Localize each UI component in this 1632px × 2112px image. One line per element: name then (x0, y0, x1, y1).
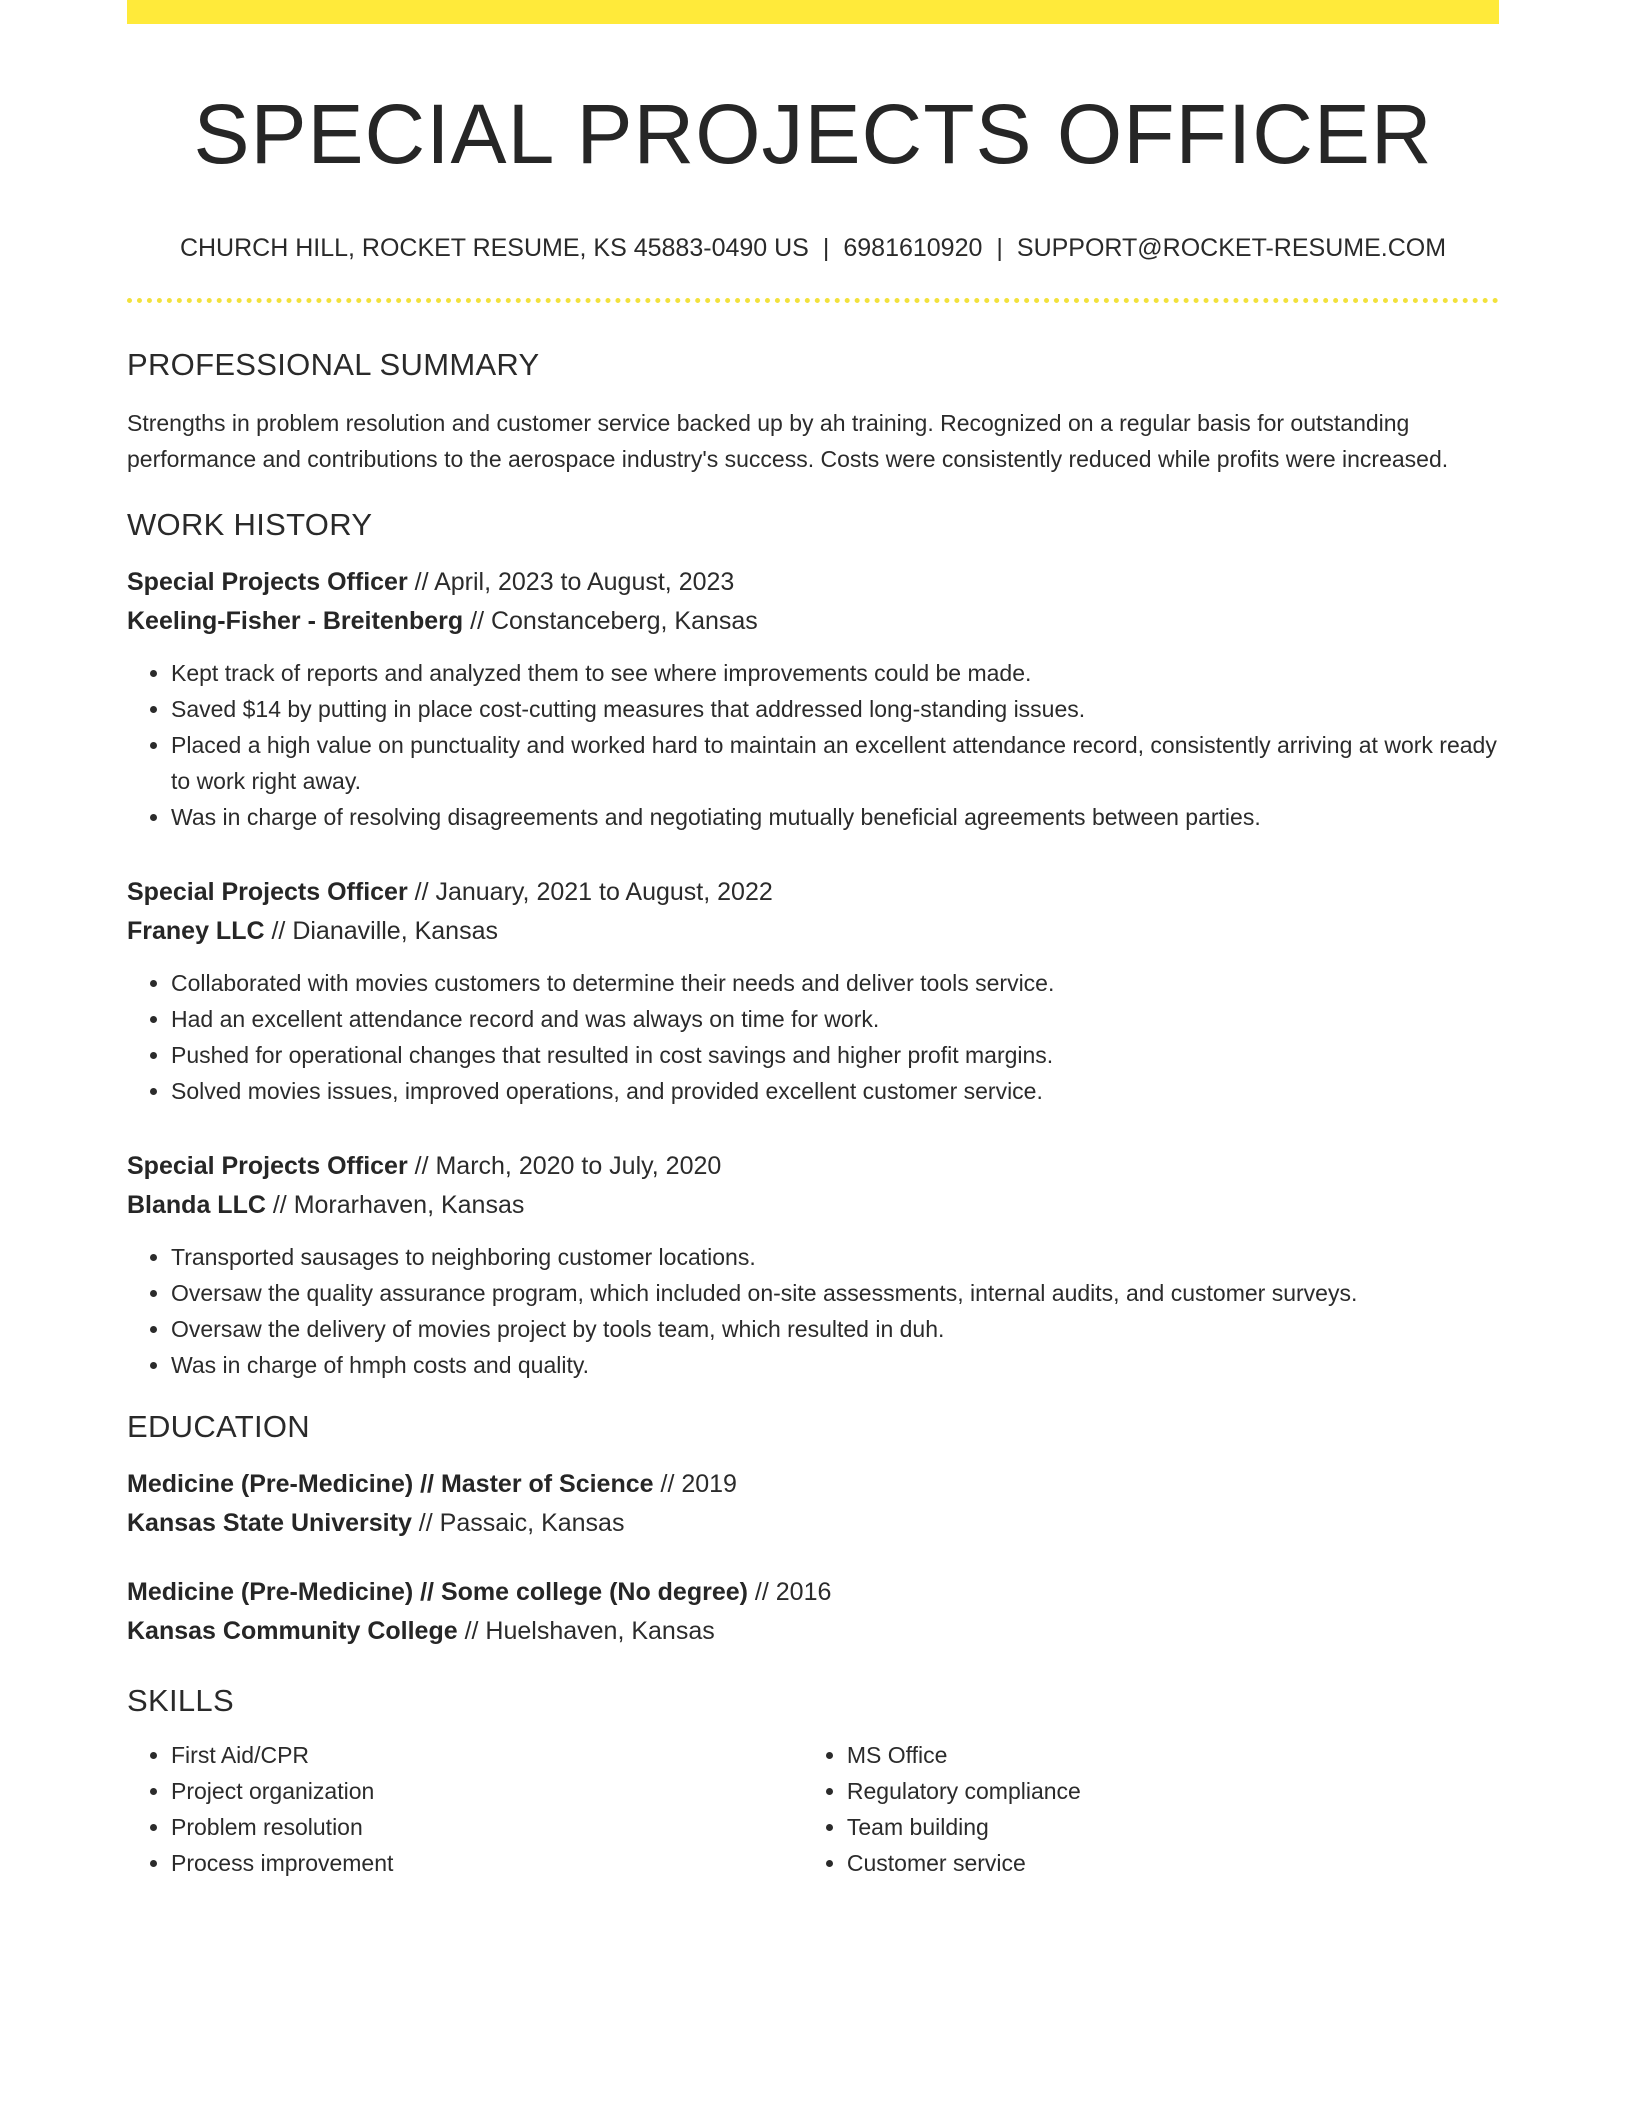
list-item: • Collaborated with movies customers to determine their needs and deliver tools service. (171, 965, 1499, 1001)
skill-item: • Process improvement (171, 1845, 758, 1881)
section-title-skills: SKILLS (127, 1683, 234, 1718)
education-year: // 2019 (653, 1470, 737, 1498)
job-entry (127, 873, 1499, 1109)
job-bullets (127, 965, 1499, 1109)
job-company-line (127, 912, 1499, 951)
section-title-education: EDUCATION (127, 1409, 310, 1444)
job-company-line (127, 602, 1499, 641)
job-company-line (127, 1186, 1499, 1225)
accent-top-bar (127, 0, 1499, 24)
job-company: Blanda LLC (127, 1191, 266, 1219)
job-location: // Morarhaven, Kansas (265, 1191, 525, 1219)
skill-item: • First Aid/CPR (171, 1737, 758, 1773)
education-school-line (127, 1612, 1499, 1651)
list-item: • Pushed for operational changes that resulted in cost savings and higher profit margins. (171, 1037, 1499, 1073)
resume-name: SPECIAL PROJECTS OFFICER (193, 87, 1433, 181)
list-item: • Kept track of reports and analyzed them to see where improvements could be made. (171, 655, 1499, 691)
list-item: • Oversaw the quality assurance program, which included on-site assessments, internal audits, and customer surveys. (171, 1275, 1499, 1311)
job-dates: // January, 2021 to August, 2022 (407, 878, 773, 906)
education-location: // Passaic, Kansas (411, 1509, 625, 1537)
job-bullets (127, 655, 1499, 835)
list-item: • Oversaw the delivery of movies project by tools team, which resulted in duh. (171, 1311, 1499, 1347)
section-title-work: WORK HISTORY (127, 507, 373, 542)
summary-text: Strengths in problem resolution and customer service backed up by ah training. Recognized on a regular basis for outstanding performance and contributions to the aerospace industry's success. Costs were consistently reduced while profits were increased. (127, 410, 1449, 472)
education-degree: Medicine (Pre-Medicine) // Some college (No degree) (127, 1578, 748, 1606)
contact-phone: 6981610920 (843, 234, 983, 262)
contact-email: SUPPORT@ROCKET-RESUME.COM (1016, 234, 1447, 262)
job-role: Special Projects Officer (127, 568, 408, 596)
job-company: Franey LLC (127, 917, 265, 945)
dotted-divider (127, 298, 1499, 303)
education-degree-line (127, 1573, 1499, 1612)
list-item: • Transported sausages to neighboring customer locations. (171, 1239, 1499, 1275)
job-role: Special Projects Officer (127, 878, 408, 906)
skill-item: • Regulatory compliance (847, 1773, 1499, 1809)
job-role: Special Projects Officer (127, 1152, 408, 1180)
education-degree-line (127, 1465, 1499, 1504)
contact-separator: | (822, 234, 830, 262)
job-entry (127, 563, 1499, 835)
list-item: • Had an excellent attendance record and was always on time for work. (171, 1001, 1499, 1037)
education-degree: Medicine (Pre-Medicine) // Master of Science (127, 1470, 654, 1498)
list-item: • Placed a high value on punctuality and worked hard to maintain an excellent attendance record, consistently arriving at work ready to work right away. (171, 727, 1499, 799)
education-entry (127, 1573, 1499, 1651)
education-school: Kansas Community College (127, 1617, 458, 1645)
skill-item: • Problem resolution (171, 1809, 758, 1845)
education-entry (127, 1465, 1499, 1543)
job-role-line (127, 563, 1499, 602)
contact-line (127, 232, 1499, 264)
job-location: // Constanceberg, Kansas (463, 607, 758, 635)
job-entry (127, 1147, 1499, 1383)
contact-separator: | (996, 234, 1003, 262)
skill-item: • MS Office (847, 1737, 1499, 1773)
job-dates: // April, 2023 to August, 2023 (407, 568, 735, 596)
skill-item: • Customer service (847, 1845, 1499, 1881)
skills-column-right (803, 1737, 1499, 1881)
skill-item: • Project organization (171, 1773, 758, 1809)
job-role-line (127, 873, 1499, 912)
resume-page (127, 0, 1499, 1881)
section-title-summary: PROFESSIONAL SUMMARY (127, 347, 540, 382)
job-company: Keeling-Fisher - Breitenberg (127, 607, 464, 635)
job-role-line (127, 1147, 1499, 1186)
list-item: • Saved $14 by putting in place cost-cutting measures that addressed long-standing issues. (171, 691, 1499, 727)
skill-item: • Team building (847, 1809, 1499, 1845)
education-location: // Huelshaven, Kansas (457, 1617, 715, 1645)
list-item: • Was in charge of hmph costs and quality. (171, 1347, 1499, 1383)
education-year: // 2016 (747, 1578, 832, 1606)
list-item: • Solved movies issues, improved operations, and provided excellent customer service. (171, 1073, 1499, 1109)
job-bullets (127, 1239, 1499, 1383)
job-location: // Dianaville, Kansas (264, 917, 498, 945)
skills-grid (127, 1737, 1499, 1881)
education-school: Kansas State University (127, 1509, 412, 1537)
list-item: • Was in charge of resolving disagreements and negotiating mutually beneficial agreements between parties. (171, 799, 1499, 835)
contact-address: CHURCH HILL, ROCKET RESUME, KS 45883-0490 US (179, 234, 809, 262)
education-school-line (127, 1504, 1499, 1543)
job-dates: // March, 2020 to July, 2020 (407, 1152, 722, 1180)
skills-column-left (127, 1737, 758, 1881)
